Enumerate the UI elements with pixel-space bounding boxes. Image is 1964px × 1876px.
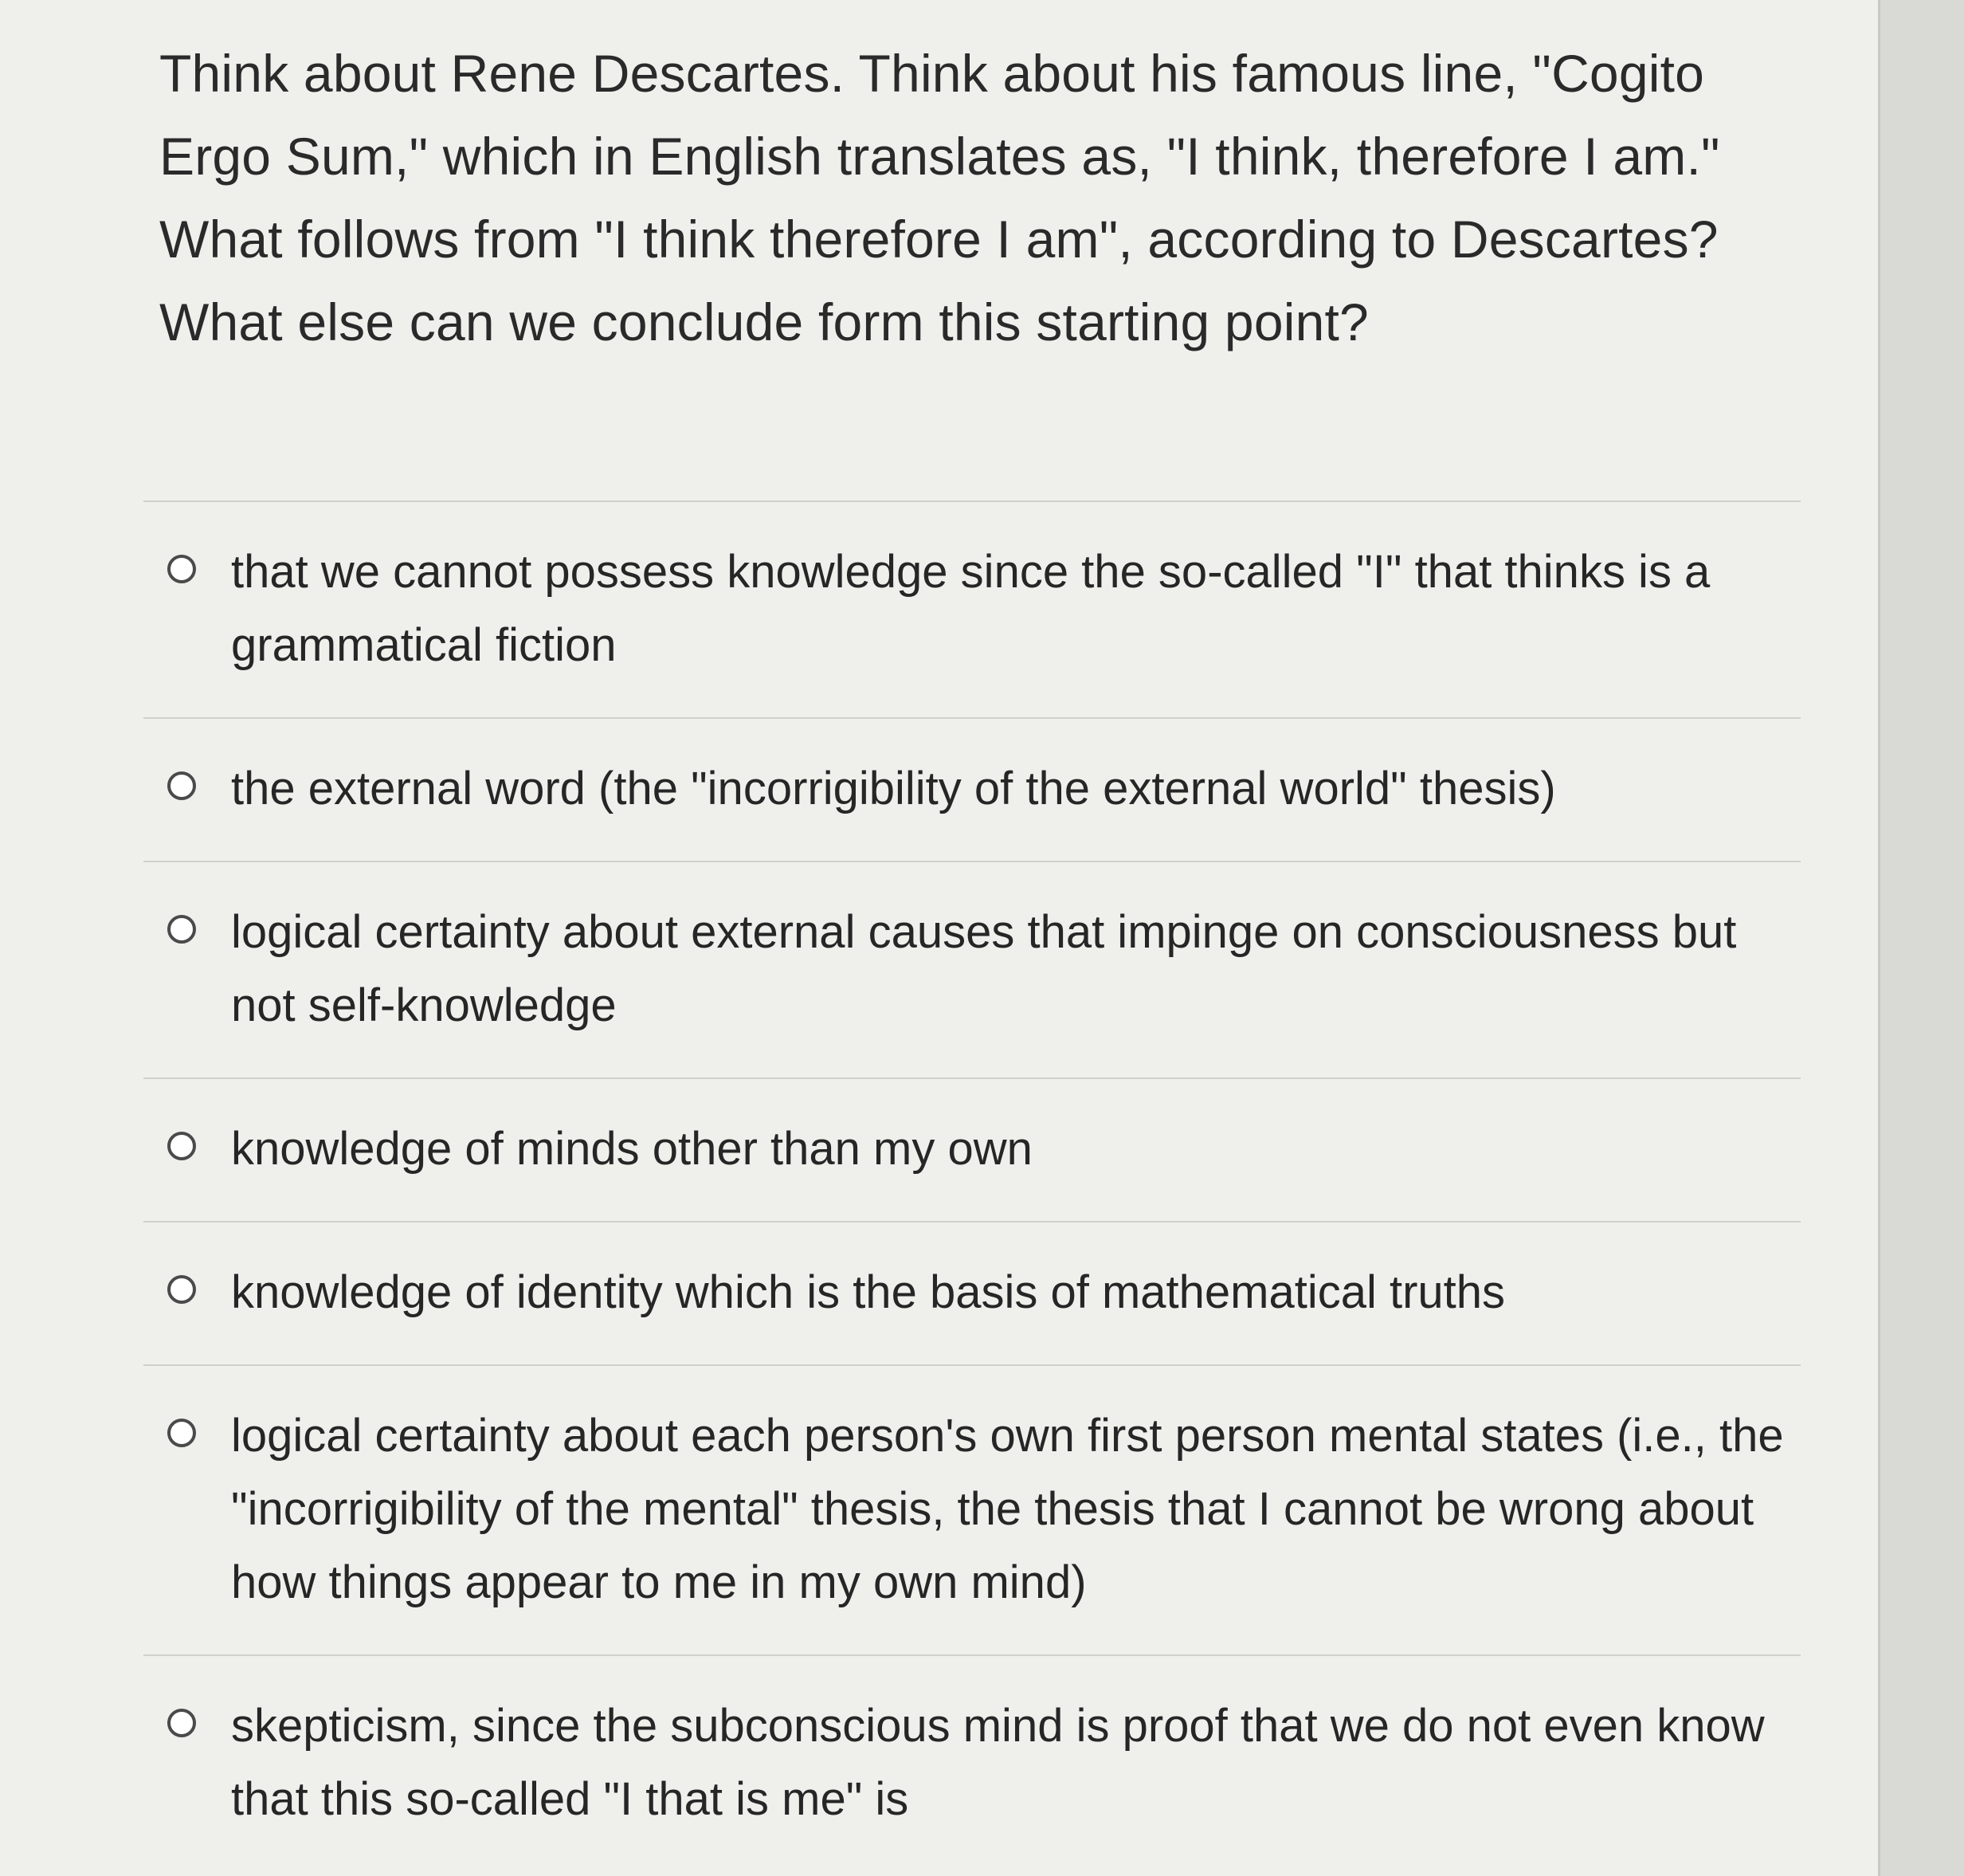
radio-button-icon[interactable]	[167, 1275, 196, 1304]
answer-option-label: skepticism, since the subconscious mind is proof that we do not even know that this so-called "I that is me" is	[231, 1700, 1765, 1825]
radio-button-icon[interactable]	[167, 1419, 196, 1447]
answer-option-label: knowledge of identity which is the basis of mathematical truths	[231, 1266, 1506, 1318]
answer-option-5[interactable]	[143, 1223, 1801, 1366]
answer-option-3[interactable]	[143, 862, 1801, 1079]
answer-option-2[interactable]	[143, 719, 1801, 862]
answer-option-4[interactable]	[143, 1079, 1801, 1223]
radio-button-icon[interactable]	[167, 771, 196, 800]
radio-button-icon[interactable]	[167, 1709, 196, 1737]
radio-button-icon[interactable]	[167, 1132, 196, 1160]
answer-option-7[interactable]	[143, 1656, 1801, 1871]
answer-option-label: logical certainty about each person's own first person mental states (i.e., the "incorrigibility of the mental" thesis, the thesis that I cannot be wrong about how things appear to me in my own mind)	[231, 1410, 1784, 1608]
radio-button-icon[interactable]	[167, 555, 196, 583]
answer-option-label: that we cannot possess knowledge since the so-called "I" that thinks is a grammatical fiction	[231, 546, 1711, 671]
answer-option-6[interactable]	[143, 1366, 1801, 1656]
answer-option-label: knowledge of minds other than my own	[231, 1123, 1033, 1175]
answer-option-label: the external word (the "incorrigibility of the external world" thesis)	[231, 763, 1556, 814]
question-text: Think about Rene Descartes. Think about his famous line, "Cogito Ergo Sum," which in English translates as, "I think, therefore I am." What follows from "I think therefore I am", according to Descartes? What else can we conclude form this starting point?	[159, 44, 1720, 351]
answer-options	[143, 500, 1801, 1871]
answer-option-label: logical certainty about external causes that impinge on consciousness but not self-knowledge	[231, 906, 1737, 1031]
answer-option-1[interactable]	[143, 502, 1801, 719]
radio-button-icon[interactable]	[167, 915, 196, 944]
